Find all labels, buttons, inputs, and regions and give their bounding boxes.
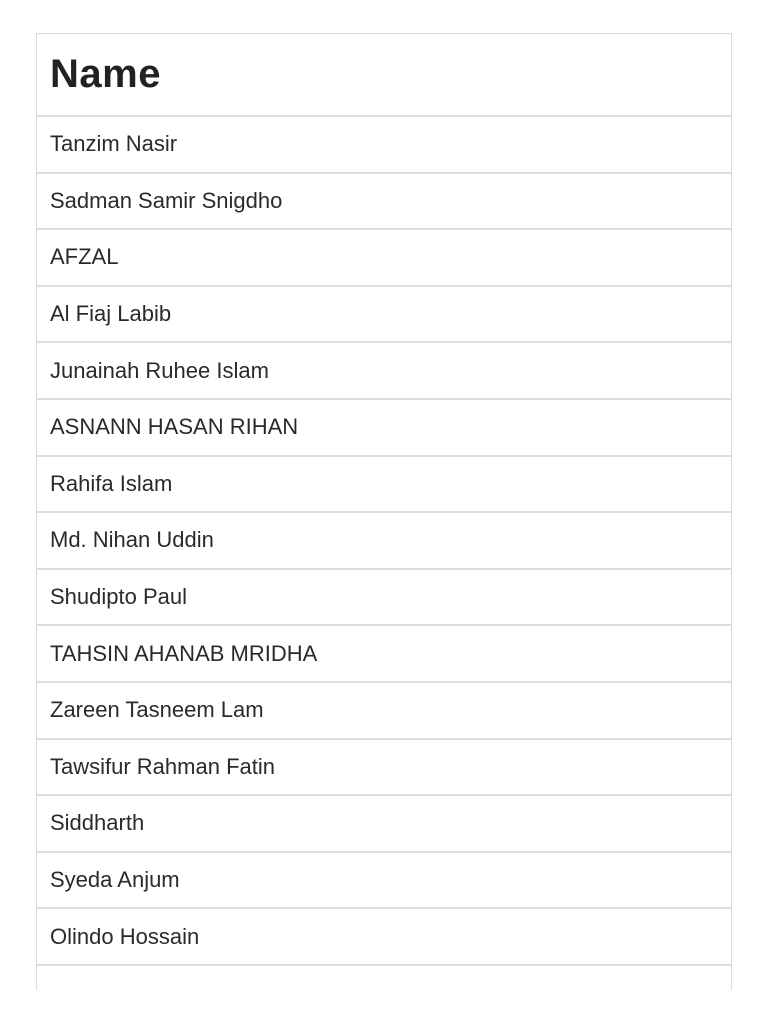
- table-row: [37, 457, 731, 514]
- table-row: [37, 626, 731, 683]
- table-row: [37, 966, 731, 990]
- table-row: [37, 683, 731, 740]
- name-cell: Zareen Tasneem Lam: [50, 697, 264, 723]
- name-cell: Syeda Anjum: [50, 867, 180, 893]
- names-table: [36, 33, 732, 990]
- column-header-name: Name: [37, 34, 731, 117]
- table-row: [37, 909, 731, 966]
- table-row: [37, 796, 731, 853]
- table-row: [37, 853, 731, 910]
- name-cell: ASNANN HASAN RIHAN: [50, 414, 299, 440]
- name-cell: Md. Nihan Uddin: [50, 527, 214, 553]
- table-row: [37, 513, 731, 570]
- name-cell: TAHSIN AHANAB MRIDHA: [50, 640, 318, 666]
- table-row: [37, 174, 731, 231]
- name-cell: Siddharth: [50, 810, 145, 836]
- name-cell: Shudipto Paul: [50, 584, 187, 610]
- name-cell: Al Fiaj Labib: [50, 301, 172, 327]
- table-row: [37, 400, 731, 457]
- name-cell: AFZAL: [50, 244, 119, 270]
- name-cell: Sadman Samir Snigdho: [50, 187, 283, 213]
- table-body: [37, 117, 731, 990]
- table-row: [37, 343, 731, 400]
- name-cell: Tawsifur Rahman Fatin: [50, 753, 275, 779]
- table-row: [37, 740, 731, 797]
- table-row: [37, 570, 731, 627]
- name-cell: Rahifa Islam: [50, 470, 173, 496]
- table-row: [37, 287, 731, 344]
- table-row: [37, 230, 731, 287]
- name-cell: Junainah Ruhee Islam: [50, 357, 269, 383]
- name-cell: Olindo Hossain: [50, 923, 200, 949]
- table-row: [37, 117, 731, 174]
- name-cell: Tanzim Nasir: [50, 131, 178, 157]
